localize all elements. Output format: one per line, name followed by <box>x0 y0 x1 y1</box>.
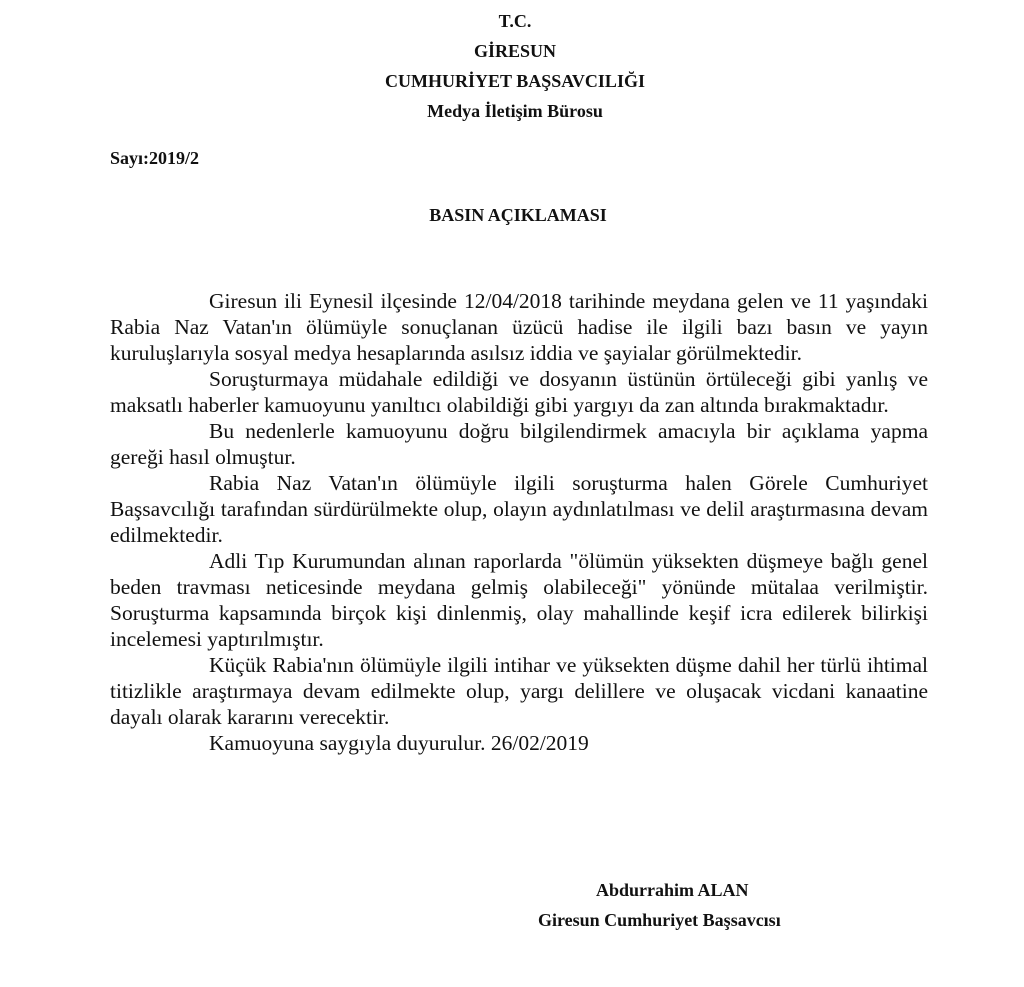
header-bureau: Medya İletişim Bürosu <box>427 101 603 121</box>
reference-number: Sayı:2019/2 <box>110 148 200 168</box>
header-office: CUMHURİYET BAŞSAVCILIĞI <box>385 71 645 91</box>
closing-line: Kamuoyuna saygıyla duyurulur. 26/02/2019 <box>209 731 589 755</box>
document-title: BASIN AÇIKLAMASI <box>429 205 607 225</box>
paragraph: Soruşturmaya müdahale edildiği ve dosyanın üstünün örtüleceği gibi yanlış ve maksatlı haberler kamuoyunu yanıltıcı olabildiği gibi yargıyı da zan altında bırakmaktadır. <box>110 367 928 417</box>
header-country: T.C. <box>498 11 532 31</box>
institution-header <box>0 6 1024 126</box>
paragraph: Giresun ili Eynesil ilçesinde 12/04/2018 tarihinde meydana gelen ve 11 yaşındaki Rabia Naz Vatan'ın ölümüyle sonuçlanan üzücü hadise ile ilgili bazı basın ve yayın kuruluşlarıyla sosyal medya hesaplarında asılsız iddia ve şayialar görülmektedir. <box>110 289 928 365</box>
signatory-name: Abdurrahim ALAN <box>596 880 749 900</box>
paragraph: Küçük Rabia'nın ölümüyle ilgili intihar ve yüksekten düşme dahil her türlü ihtimal titizlikle araştırmaya devam edilmekte olup, yargı delillere ve oluşacak vicdani kanaatine dayalı olarak kararını verecektir. <box>110 653 928 729</box>
paragraph: Rabia Naz Vatan'ın ölümüyle ilgili soruşturma halen Görele Cumhuriyet Başsavcılığı tarafından sürdürülmekte olup, olayın aydınlatılması ve delil araştırmasına devam edilmektedir. <box>110 471 928 547</box>
paragraph: Adli Tıp Kurumundan alınan raporlarda "ölümün yüksekten düşmeye bağlı genel beden travması neticesinde meydana gelmiş olabileceği" yönünde mütalaa verilmiştir. Soruşturma kapsamında birçok kişi dinlenmiş, olay mahallinde keşif icra edilerek bilirkişi incelemesi yaptırılmıştır. <box>110 549 928 651</box>
document-body <box>110 288 928 756</box>
paragraph: Bu nedenlerle kamuoyunu doğru bilgilendirmek amacıyla bir açıklama yapma gereği hasıl olmuştur. <box>110 419 928 469</box>
signatory-title: Giresun Cumhuriyet Başsavcısı <box>538 910 781 930</box>
header-province: GİRESUN <box>473 41 557 61</box>
